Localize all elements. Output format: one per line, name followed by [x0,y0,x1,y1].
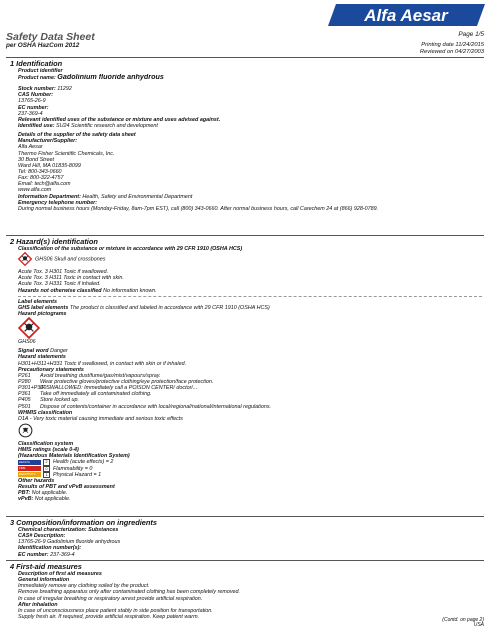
identified-use: SU24 Scientific research and development [56,122,158,129]
document-subtitle: per OSHA HazCom 2012 [6,42,80,49]
skull-crossbones-icon [18,252,32,266]
info-dept-line: Information Department: Health, Safety and Environmental Department [18,193,193,200]
reviewed-date: Reviewed on 04/27/2003 [419,49,484,55]
classification-label: Classification of the substance or mixture in accordance with 29 CFR 1910 (OSHA HCS) [18,246,243,252]
product-name: Gadolinium fluoride anhydrous [57,74,164,82]
page-number: Page 1/5 [458,31,484,38]
product-identifier-label: Product identifier [18,68,63,74]
supplier-website: www.alfa.com [18,187,52,194]
hmis-fire-value: 0 [43,466,50,472]
hmis-health-box: HEALTH [18,460,41,465]
identified-use-line: Identified use: SU24 Scientific research and development [18,122,158,129]
supplier-name: Alfa Aesar [18,144,43,151]
after-inhalation-label: After inhalation [18,601,58,608]
precautionary-label: Precautionary statements [18,366,84,373]
section-hazards [6,235,484,246]
pictogram-row [18,317,482,339]
uses-label: Relevant identified uses of the substance or mixture and uses advised against. [18,116,221,123]
general-info-3: In case of irregular breathing or respiratory arrest provide artificial respiration. [18,595,203,602]
general-info-1: Immediately remove any clothing soiled by the product. [18,583,150,590]
document-title: Safety Data Sheet [6,31,95,43]
hmis-reactivity-box: REACTIVITY [18,472,41,477]
section-first-aid [6,560,484,571]
section-identification [6,57,484,68]
cas-number-label: CAS Number: [18,92,54,99]
document-dates [420,42,484,56]
ghs-label-line: GHS label elements The product is classified and labeled in accordance with 29 CFR 1910 (OSHA HCS) [18,304,270,311]
cas-description: 13765-26-9 Gadolinium fluoride anhydrous [18,539,121,546]
whmis-classification: D1A - Very toxic material causing immediate and serious toxic effects [18,415,183,422]
page-footer [442,618,484,628]
hazard-classification-2: Acute Tox. 3 H311 Toxic in contact with skin. [18,275,124,282]
precautionary-statement: P501 Dispose of contents/container in accordance with local/regional/national/international regulations. [18,403,272,410]
alfa-aesar-logo [328,4,485,26]
section-4-body [18,571,482,620]
pictogram-caption: GHS06 [18,339,36,346]
supplier-details-label: Details of the supplier of the safety data sheet [18,132,136,139]
whmis-label: WHMIS classification [18,409,73,416]
region-label: USA [473,622,484,628]
hmis-sub-label: (Hazardous Materials Identification System) [18,453,130,460]
whmis-symbol-row [18,422,482,438]
section-3-body [18,527,482,558]
pictograms-label: Hazard pictograms [18,310,67,317]
ec-number-label: EC number: [18,104,49,111]
hmis-health-value: 2 [43,459,50,465]
precautionary-statement: P301+P310IF SWALLOWED: Immediately call a POISON CENTER/ doctor/... [18,385,198,392]
section-title: 1 Identification [10,59,63,68]
hmis-reactivity-text: Physical Hazard = 1 [53,471,102,478]
printing-date: Printing date 11/24/2015 [421,42,484,48]
emergency-text: During normal business hours (Monday-Friday, 8am-7pm EST), call (800) 343-0660. After normal business hours, call Carechem 24 at (866) 928-0789. [18,205,379,212]
precautionary-statement: P280 Wear protective gloves/protective clothing/eye protection/face protection. [18,378,214,385]
emergency-label: Emergency telephone number: [18,199,98,206]
pbt-results-label: Results of PBT and vPvB assessment [18,483,115,490]
inhalation-2: Supply fresh air. If required, provide artificial respiration. Keep patient warm. [18,613,200,620]
stock-number-line: Stock number: 11292 [18,86,72,93]
first-aid-desc-label: Description of first aid measures [18,571,102,577]
supplier-city: Ward Hill, MA 01835-8099 [18,162,81,169]
section-title: 4 First-aid measures [10,562,82,571]
signal-word: Danger [50,348,68,355]
section-2-body [18,246,482,502]
other-hazards-label: Other hazards [18,477,55,484]
pbt-line: PBT: Not applicable. [18,490,68,497]
chem-char-label: Chemical characterization: Substances [18,527,119,533]
ghs06-row [18,252,482,269]
section-title: 2 Hazard(s) identification [10,237,98,246]
inhalation-1: In case of unconsciousness place patient stably in side position for transportation. [18,607,213,614]
continued-note: (Contd. on page 2) [442,617,484,623]
precautionary-statement: P361 Take off immediately all contaminated clothing. [18,391,152,398]
skull-crossbones-icon [18,317,40,339]
supplier-email: Email: tech@alfa.com [18,181,71,188]
supplier-tel: Tel: 800-343-0660 [18,168,62,175]
classification-system-label: Classification system [18,440,74,447]
not-classified-line: Hazards not otherwise classified No information known. [18,287,157,294]
cas-number: 13765-26-9 [18,98,46,105]
manufacturer-label: Manufacturer/Supplier: [18,138,78,145]
whmis-toxic-icon [18,423,33,438]
supplier-street: 30 Bond Street [18,156,54,163]
general-info-2: Remove breathing apparatus only after contaminated clothing has been completely removed. [18,589,241,596]
section-1-body [18,68,482,212]
hmis-health-text: Health (acute effects) = 2 [53,459,114,466]
product-name-line: Product name: Gadolinium fluoride anhydrous [18,74,164,82]
general-info-label: General information [18,577,70,584]
section-composition [6,516,484,527]
hmis-reactivity-value: 1 [43,472,50,478]
precautionary-statement: P261 Avoid breathing dust/fume/gas/mist/vapours/spray. [18,372,161,379]
signal-word-line: Signal word Danger [18,348,68,355]
logo-text: Alfa Aesar [364,6,448,25]
section-title: 3 Composition/information on ingredients [10,518,157,527]
ghs06-text: GHS06 Skull and crossbones [35,256,106,263]
hmis-label: HMIS ratings (scale 0-4) [18,447,79,454]
hazard-classification-3: Acute Tox. 3 H331 Toxic if inhaled. [18,281,101,288]
id-numbers-label: Identification number(s): [18,545,82,552]
precautionary-statement: P405 Store locked up. [18,397,79,404]
hazard-classification-1: Acute Tox. 3 H301 Toxic if swallowed. [18,269,109,276]
ec-number-line: EC number: 237-369-4 [18,551,75,558]
label-elements-label: Label elements [18,298,57,305]
hazard-statements: H301+H311+H331 Toxic if swallowed, in contact with skin or if inhaled. [18,360,187,367]
stock-number: 11292 [57,86,72,93]
hmis-fire-text: Flammability = 0 [53,465,93,472]
cas-desc-label: CAS# Description: [18,533,66,540]
supplier-company: Thermo Fisher Scientific Chemicals, Inc. [18,150,115,157]
ec-number: 237-369-4 [18,110,43,117]
hazard-statements-label: Hazard statements [18,354,66,361]
vpvb-line: vPvB: Not applicable. [18,496,71,503]
hmis-fire-box: FIRE [18,466,41,471]
supplier-fax: Fax: 800-322-4757 [18,175,64,182]
